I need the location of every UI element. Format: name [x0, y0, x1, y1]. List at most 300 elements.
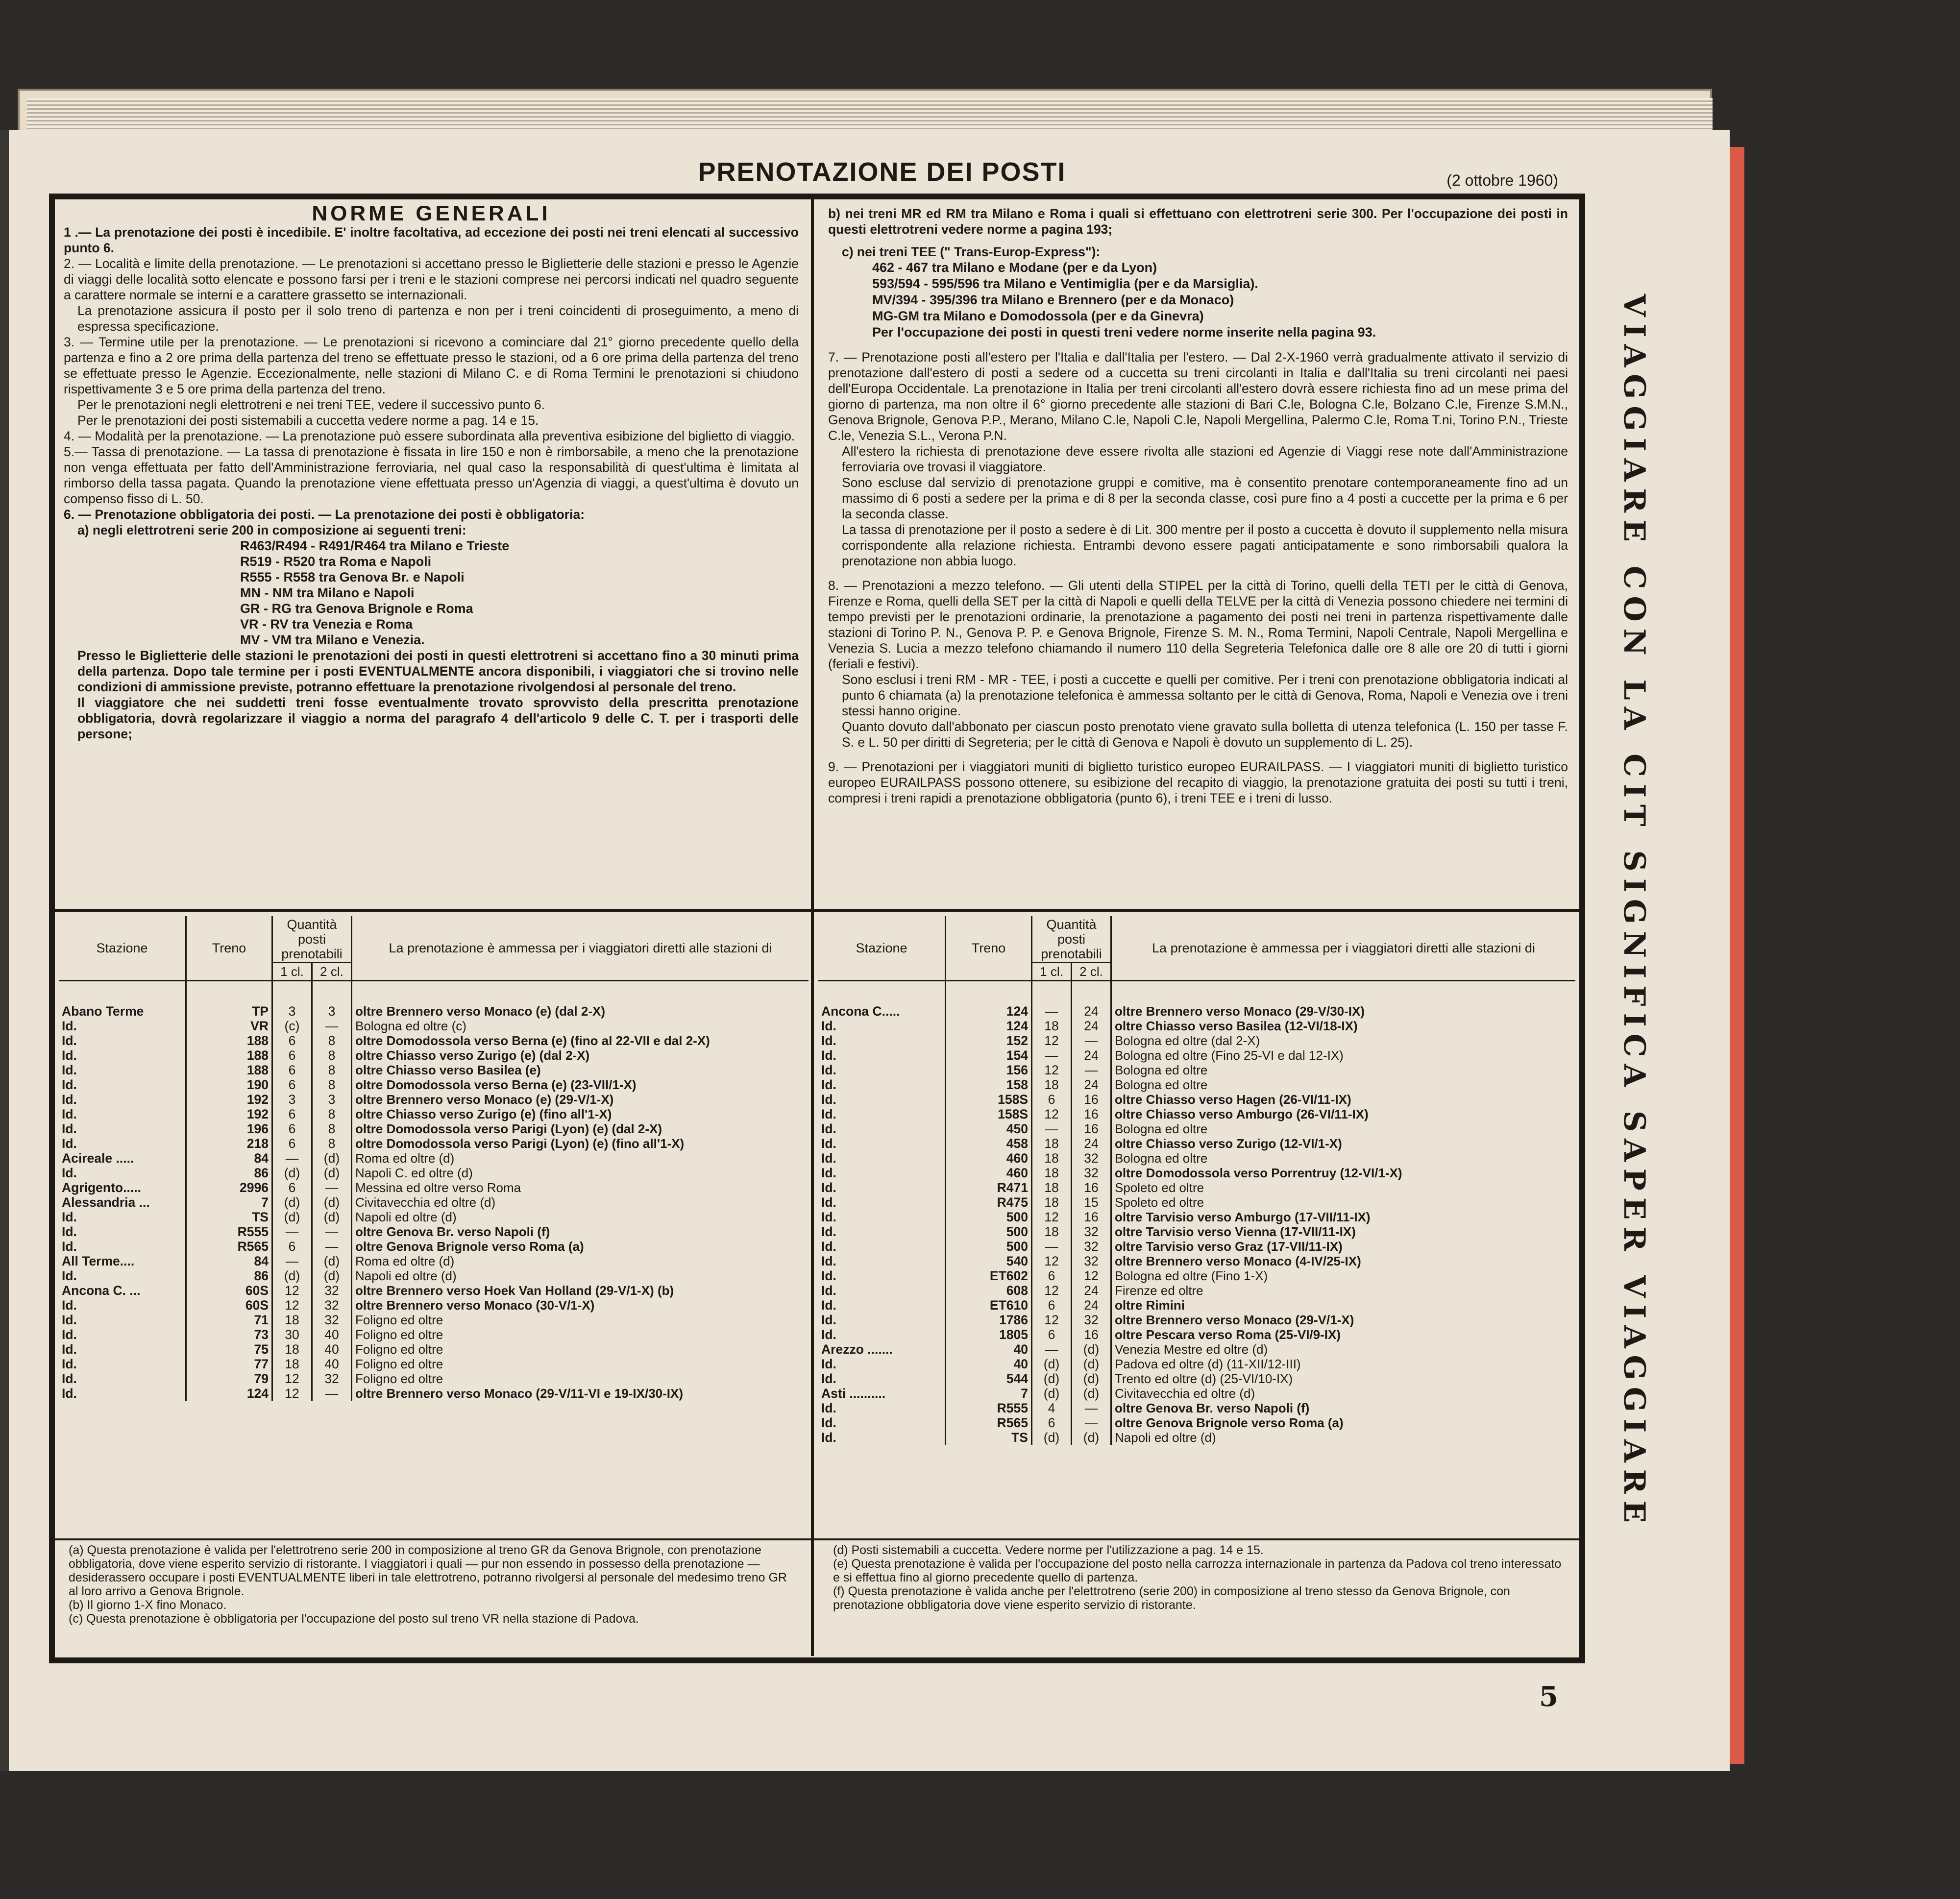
cell-station: Id.: [818, 1298, 946, 1313]
cell-station: Id.: [59, 1077, 186, 1092]
norm-6d: Il viaggiatore che nei suddetti treni fosse eventualmente trovato sprovvisto della prescritta prenotazione obbligatoria, dovrà regolarizzare il viaggio a norma del paragrafo 4 dell'articolo 9 delle C. T. per i trasporti delle persone;: [77, 695, 799, 741]
cell-station: Id.: [818, 1268, 946, 1283]
general-norms-right: [828, 206, 1568, 906]
cell-destination: Foligno ed oltre: [355, 1371, 443, 1386]
cell-train: 73: [186, 1327, 272, 1342]
cell-destination: Bologna ed oltre (Fino 25-VI e dal 12-IX): [1115, 1048, 1344, 1063]
cell-destination: oltre Domodossola verso Berna (e) (fino al 22-VII e dal 2-X): [355, 1033, 710, 1048]
cell-station: Id.: [59, 1357, 186, 1371]
cell-station: Id.: [59, 1224, 186, 1239]
table-row: [818, 1033, 1575, 1048]
cell-train: 60S: [186, 1298, 272, 1313]
table-row: [818, 1019, 1575, 1033]
cell-second-class: (d): [1072, 1386, 1111, 1401]
table-row: [818, 1342, 1575, 1357]
cell-station: Id.: [818, 1166, 946, 1180]
cell-station: Id.: [59, 1107, 186, 1121]
cell-train: 156: [946, 1063, 1032, 1077]
cell-station: Id.: [818, 1180, 946, 1195]
table-row: [818, 1298, 1575, 1313]
cell-destination: oltre Chiasso verso Amburgo (26-VI/11-IX): [1115, 1107, 1369, 1121]
cell-second-class: 24: [1072, 1048, 1111, 1063]
cell-second-class: (d): [1072, 1430, 1111, 1445]
table-row: [59, 1033, 808, 1048]
cell-train: 458: [946, 1136, 1032, 1151]
cell-second-class: 40: [312, 1342, 352, 1357]
table-row: [59, 1019, 808, 1033]
cell-train: 608: [946, 1283, 1032, 1298]
cell-train: 60S: [186, 1283, 272, 1298]
cell-train: 192: [186, 1107, 272, 1121]
cell-train: 500: [946, 1239, 1032, 1254]
col-ammessa: La prenotazione è ammessa per i viaggiatori diretti alle stazioni di: [1111, 916, 1576, 981]
cell-destination: oltre Chiasso verso Zurigo (e) (dal 2-X): [355, 1048, 590, 1063]
cell-second-class: (d): [312, 1268, 352, 1283]
cell-train: 158: [946, 1077, 1032, 1092]
cell-destination: Foligno ed oltre: [355, 1313, 443, 1327]
cell-train: R565: [186, 1239, 272, 1254]
cell-second-class: (d): [312, 1195, 352, 1210]
col-1cl: 1 cl.: [1032, 963, 1072, 981]
cell-destination: Messina ed oltre verso Roma: [355, 1180, 521, 1195]
cell-first-class: 6: [272, 1033, 312, 1048]
cell-station: Id.: [59, 1298, 186, 1313]
table-row: [818, 1121, 1575, 1136]
footnote-d: (d) Posti sistemabili a cuccetta. Vedere norme per l'utilizzazione a pag. 14 e 15.: [833, 1543, 1264, 1557]
cell-destination: oltre Genova Br. verso Napoli (f): [1115, 1401, 1310, 1415]
cell-first-class: 6: [272, 1048, 312, 1063]
norm-6: 6. — Prenotazione obbligatoria dei posti. — La prenotazione dei posti è obbligatoria:: [64, 507, 585, 522]
cell-train: 124: [946, 1019, 1032, 1033]
cell-station: Id.: [818, 1210, 946, 1224]
cell-first-class: 6: [1032, 1298, 1072, 1313]
side-slogan-strip: [1610, 294, 1659, 1715]
table-row: [818, 1268, 1575, 1283]
tee-line: 593/594 - 595/596 tra Milano e Ventimiglia (per e da Marsiglia).: [872, 276, 1258, 291]
cell-train: R555: [946, 1401, 1032, 1415]
cell-first-class: (d): [272, 1268, 312, 1283]
cell-station: All Terme....: [59, 1254, 186, 1268]
cell-first-class: 12: [272, 1371, 312, 1386]
cell-first-class: 12: [1032, 1283, 1072, 1298]
cell-first-class: 6: [272, 1136, 312, 1151]
cell-first-class: 12: [1032, 1107, 1072, 1121]
cell-station: Abano Terme: [59, 1004, 186, 1019]
cell-second-class: —: [312, 1180, 352, 1195]
cell-destination: Napoli ed oltre (d): [355, 1210, 457, 1224]
cell-second-class: 24: [1072, 1283, 1111, 1298]
cell-second-class: 24: [1072, 1019, 1111, 1033]
cell-second-class: —: [1072, 1063, 1111, 1077]
cell-train: ET602: [946, 1268, 1032, 1283]
cell-second-class: 8: [312, 1136, 352, 1151]
norm-8c: Quanto dovuto dall'abbonato per ciascun posto prenotato viene gravato sulla bolletta di utenza telefonica (L. 150 per tasse F. S. e L. 50 per diritti di Segreteria; per le città di Genova e Napoli è dovuto un supplemento di L. 25).: [842, 719, 1568, 750]
cell-station: Id.: [818, 1136, 946, 1151]
table-row: [59, 1166, 808, 1180]
table-row: [59, 1121, 808, 1136]
cell-second-class: 8: [312, 1048, 352, 1063]
cell-second-class: —: [312, 1239, 352, 1254]
cell-train: 152: [946, 1033, 1032, 1048]
cell-destination: Bologna ed oltre: [1115, 1077, 1208, 1092]
cell-first-class: 18: [1032, 1019, 1072, 1033]
cell-second-class: 32: [1072, 1313, 1111, 1327]
cell-station: Asti ..........: [818, 1386, 946, 1401]
cell-destination: oltre Genova Brignole verso Roma (a): [1115, 1415, 1344, 1430]
cell-destination: oltre Brennero verso Monaco (29-V/30-IX): [1115, 1004, 1365, 1019]
table-row: [59, 1092, 808, 1107]
norm-6c-tee: c) nei treni TEE (" Trans-Europ-Express"):: [842, 244, 1101, 259]
cell-destination: oltre Genova Brignole verso Roma (a): [355, 1239, 584, 1254]
cell-second-class: —: [1072, 1033, 1111, 1048]
cell-train: R471: [946, 1180, 1032, 1195]
cell-destination: oltre Rimini: [1115, 1298, 1185, 1313]
cell-train: 40: [946, 1357, 1032, 1371]
col-1cl: 1 cl.: [272, 963, 312, 981]
table-row: [59, 1371, 808, 1386]
cell-destination: Civitavecchia ed oltre (d): [1115, 1386, 1255, 1401]
cell-second-class: 24: [1072, 1077, 1111, 1092]
cell-first-class: 12: [1032, 1210, 1072, 1224]
cell-destination: oltre Brennero verso Monaco (29-V/1-X): [1115, 1313, 1354, 1327]
cell-train: TS: [946, 1430, 1032, 1445]
reservation-table-right: [818, 916, 1575, 1536]
cell-destination: Bologna ed oltre: [1115, 1151, 1208, 1166]
tee-line: 462 - 467 tra Milano e Modane (per e da Lyon): [872, 260, 1157, 275]
cell-second-class: 8: [312, 1063, 352, 1077]
mandatory-trains-list: [64, 538, 799, 648]
cell-station: Ancona C. ...: [59, 1283, 186, 1298]
norm-2b: La prenotazione assicura il posto per il solo treno di partenza e non per i treni coincidenti di proseguimento, a meno di espressa specificazione.: [77, 303, 799, 334]
cell-first-class: —: [272, 1151, 312, 1166]
cell-destination: oltre Chiasso verso Basilea (e): [355, 1063, 541, 1077]
cell-destination: Bologna ed oltre (c): [355, 1019, 466, 1033]
cell-station: Id.: [59, 1371, 186, 1386]
cell-train: 71: [186, 1313, 272, 1327]
cell-second-class: (d): [1072, 1371, 1111, 1386]
cell-train: 500: [946, 1224, 1032, 1239]
cell-first-class: 18: [1032, 1136, 1072, 1151]
table-row: [59, 1107, 808, 1121]
cell-station: Id.: [59, 1313, 186, 1327]
cell-destination: oltre Brennero verso Monaco (e) (29-V/1-X): [355, 1092, 614, 1107]
cell-destination: oltre Genova Br. verso Napoli (f): [355, 1224, 550, 1239]
col-stazione: Stazione: [818, 916, 946, 981]
cell-destination: Spoleto ed oltre: [1115, 1180, 1204, 1195]
cell-first-class: 6: [1032, 1092, 1072, 1107]
norm-8: 8. — Prenotazioni a mezzo telefono. — Gli utenti della STIPEL per la città di Torino, quelli della TETI per le città di Genova, Firenze e Roma, quelli della SET per la città di Napoli e quelli della TELVE per la città di Venezia possono chiedere nei termini di tempo previsti per le prenotazioni ordinarie, la prenotazione a pagamento dei posti nei treni in partenza rispettivamente dalle stazioni di Torino P. N., Genova P. P. e Genova Brignole, Firenze S. M. N., Roma Termini, Napoli Centrale, Napoli Mergellina e Venezia S. Lucia a mezzo telefono chiamando il numero 110 della Segreteria Telefonica dalle ore 8 alle ore 20 di tutti i giorni (feriali e festivi).: [828, 578, 1568, 671]
norm-8b: Sono esclusi i treni RM - MR - TEE, i posti a cuccette e quelli per comitive. Per i treni con prenotazione obbligatoria indicati al punto 6 chiamata (a) la prenotazione telefonica è ammessa soltanto per le città di Genova, Roma, Napoli e Venezia ove i treni stessi hanno origine.: [842, 672, 1568, 718]
norm-3c: Per le prenotazioni dei posti sistemabili a cuccetta vedere norme a pag. 14 e 15.: [77, 413, 539, 428]
cell-station: Alessandria ...: [59, 1195, 186, 1210]
col-treno: Treno: [946, 916, 1032, 981]
norm-7b: All'estero la richiesta di prenotazione deve essere rivolta alle stazioni ed Agenzie di Viaggi rese note dall'Amministrazione ferroviaria ove trovasi il viaggiatore.: [842, 444, 1568, 474]
cell-train: 450: [946, 1121, 1032, 1136]
cell-station: Acireale .....: [59, 1151, 186, 1166]
cell-train: 86: [186, 1268, 272, 1283]
cell-destination: Spoleto ed oltre: [1115, 1195, 1204, 1210]
cell-first-class: —: [272, 1224, 312, 1239]
col-treno: Treno: [186, 916, 272, 981]
train-line: MV - VM tra Milano e Venezia.: [240, 633, 425, 647]
col-quantita: Quantità posti prenotabili: [1032, 916, 1111, 963]
table-row: [59, 1210, 808, 1224]
cell-second-class: 16: [1072, 1327, 1111, 1342]
cell-train: 77: [186, 1357, 272, 1371]
norm-3b: Per le prenotazioni negli elettrotreni e nei treni TEE, vedere il successivo punto 6.: [77, 397, 545, 412]
norm-6c: Presso le Biglietterie delle stazioni le prenotazioni dei posti in questi elettrotreni si accettano fino a 30 minuti prima della partenza. Dopo tale termine per i posti EVENTUALMENTE ancora disponibili, i viaggiatori che si trovino nelle condizioni di ammissione previste, potranno effettuare la prenotazione rivolgendosi al personale del treno.: [77, 648, 799, 694]
section-divider: [55, 909, 1579, 912]
table-row: [59, 1077, 808, 1092]
cell-destination: Napoli C. ed oltre (d): [355, 1166, 473, 1180]
cell-destination: oltre Brennero verso Monaco (29-V/11-VI e 19-IX/30-IX): [355, 1386, 684, 1401]
cell-station: Id.: [818, 1151, 946, 1166]
cell-station: Id.: [59, 1327, 186, 1342]
table-left: [59, 916, 808, 1401]
cell-station: Id.: [818, 1195, 946, 1210]
cell-train: R565: [946, 1415, 1032, 1430]
cell-first-class: 6: [1032, 1415, 1072, 1430]
table-row: [59, 1195, 808, 1210]
table-row: [818, 1283, 1575, 1298]
cell-station: Agrigento.....: [59, 1180, 186, 1195]
table-right: [818, 916, 1575, 1445]
cell-train: 7: [946, 1386, 1032, 1401]
cell-second-class: —: [312, 1386, 352, 1401]
table-row: [59, 1180, 808, 1195]
train-line: R463/R494 - R491/R464 tra Milano e Trieste: [240, 538, 510, 553]
cell-second-class: 32: [312, 1298, 352, 1313]
cell-train: 544: [946, 1371, 1032, 1386]
cell-first-class: 6: [272, 1180, 312, 1195]
table-row: [818, 1195, 1575, 1210]
norm-5: 5.— Tassa di prenotazione. — La tassa di prenotazione è fissata in lire 150 e non è rimborsabile, a meno che la prenotazione non venga effettuata per fatto dell'Amministrazione ferroviaria, nel qual caso la responsabilità di quest'ultima è limitata al rimborso della tassa pagata. Quando la prenotazione viene effettuata presso un'Agenzia di viaggi, a quest'ultima è dovuto un compenso fisso di L. 50.: [64, 444, 799, 506]
cell-station: Id.: [818, 1033, 946, 1048]
cell-second-class: 8: [312, 1033, 352, 1048]
cell-destination: Napoli ed oltre (d): [355, 1268, 457, 1283]
page-date: (2 ottobre 1960): [1446, 171, 1558, 189]
reservation-table-left: [59, 916, 808, 1536]
cell-first-class: 12: [1032, 1313, 1072, 1327]
cell-destination: oltre Pescara verso Roma (25-VI/9-IX): [1115, 1327, 1341, 1342]
footnote-f: (f) Questa prenotazione è valida anche per l'elettrotreno (serie 200) in composizione al treno stesso da Genova Brignole, con prenotazione obbligatoria dove viene esperito servizio di ristorante.: [833, 1584, 1510, 1612]
cell-second-class: (d): [312, 1166, 352, 1180]
cell-train: 84: [186, 1151, 272, 1166]
cell-station: Id.: [59, 1063, 186, 1077]
cell-first-class: 30: [272, 1327, 312, 1342]
cell-first-class: —: [1032, 1121, 1072, 1136]
cell-first-class: (d): [1032, 1357, 1072, 1371]
cell-first-class: 6: [272, 1239, 312, 1254]
cell-train: 84: [186, 1254, 272, 1268]
cell-destination: oltre Brennero verso Monaco (30-V/1-X): [355, 1298, 595, 1313]
table-row: [59, 1357, 808, 1371]
cell-station: Id.: [818, 1430, 946, 1445]
cell-first-class: (d): [1032, 1386, 1072, 1401]
table-row: [818, 1063, 1575, 1077]
cell-first-class: 18: [272, 1342, 312, 1357]
cell-station: Id.: [59, 1048, 186, 1063]
footnotes-left: [69, 1543, 799, 1661]
cell-station: Id.: [59, 1121, 186, 1136]
cell-first-class: (d): [272, 1195, 312, 1210]
train-line: R519 - R520 tra Roma e Napoli: [240, 554, 432, 569]
table-row: [818, 1386, 1575, 1401]
table-row: [818, 1224, 1575, 1239]
footnote-b: (b) Il giorno 1-X fino Monaco.: [69, 1598, 227, 1612]
table-row: [818, 1048, 1575, 1063]
cell-destination: oltre Brennero verso Hoek Van Holland (29-V/1-X) (b): [355, 1283, 674, 1298]
cell-destination: oltre Tarvisio verso Amburgo (17-VII/11-IX): [1115, 1210, 1371, 1224]
table-row: [59, 1327, 808, 1342]
cell-train: 1786: [946, 1313, 1032, 1327]
cell-destination: oltre Chiasso verso Basilea (12-VI/18-IX): [1115, 1019, 1358, 1033]
table-row: [818, 1107, 1575, 1121]
cell-destination: oltre Domodossola verso Berna (e) (23-VII/1-X): [355, 1077, 637, 1092]
cell-station: Id.: [59, 1092, 186, 1107]
cell-second-class: 32: [1072, 1151, 1111, 1166]
cell-station: Id.: [818, 1092, 946, 1107]
cell-station: Id.: [818, 1357, 946, 1371]
table-row: [818, 1136, 1575, 1151]
cell-second-class: 32: [1072, 1254, 1111, 1268]
cell-second-class: 24: [1072, 1004, 1111, 1019]
table-row: [59, 1004, 808, 1019]
norms-heading: NORME GENERALI: [312, 206, 551, 225]
cell-second-class: 32: [1072, 1224, 1111, 1239]
cell-second-class: 16: [1072, 1107, 1111, 1121]
norm-1: 1 .— La prenotazione dei posti è incedibile. E' inoltre facoltativa, ad eccezione dei posti nei treni elencati al successivo punto 6.: [64, 225, 799, 255]
col-2cl: 2 cl.: [312, 963, 352, 981]
cell-destination: oltre Brennero verso Monaco (4-IV/25-IX): [1115, 1254, 1361, 1268]
cell-destination: oltre Chiasso verso Zurigo (e) (fino all'1-X): [355, 1107, 612, 1121]
table-row: [818, 1313, 1575, 1327]
column-divider: [811, 198, 814, 1656]
cell-station: Id.: [818, 1401, 946, 1415]
table-row: [818, 1239, 1575, 1254]
cell-train: 124: [946, 1004, 1032, 1019]
col-2cl: 2 cl.: [1072, 963, 1111, 981]
cell-first-class: 18: [272, 1357, 312, 1371]
cell-first-class: (d): [272, 1166, 312, 1180]
cell-train: 7: [186, 1195, 272, 1210]
cell-station: Id.: [59, 1210, 186, 1224]
cell-destination: Firenze ed oltre: [1115, 1283, 1203, 1298]
col-quantita: Quantità posti prenotabili: [272, 916, 352, 963]
cell-destination: oltre Chiasso verso Hagen (26-VI/11-IX): [1115, 1092, 1351, 1107]
tee-note: Per l'occupazione dei posti in questi treni vedere norme inserite nella pagina 93.: [872, 325, 1376, 340]
cell-second-class: (d): [312, 1151, 352, 1166]
cell-first-class: 4: [1032, 1401, 1072, 1415]
cell-train: R555: [186, 1224, 272, 1239]
cell-train: 75: [186, 1342, 272, 1357]
cell-first-class: 12: [272, 1283, 312, 1298]
cell-train: 158S: [946, 1092, 1032, 1107]
cell-second-class: (d): [1072, 1357, 1111, 1371]
cell-train: 188: [186, 1033, 272, 1048]
cell-station: Id.: [59, 1136, 186, 1151]
table-row: [59, 1136, 808, 1151]
cell-destination: oltre Domodossola verso Parigi (Lyon) (e) (dal 2-X): [355, 1121, 662, 1136]
table-row: [59, 1063, 808, 1077]
table-row: [59, 1386, 808, 1401]
cell-train: R475: [946, 1195, 1032, 1210]
table-right-body: [818, 981, 1575, 1445]
footnotes-right: [833, 1543, 1568, 1661]
cell-first-class: 18: [272, 1313, 312, 1327]
footnote-c: (c) Questa prenotazione è obbligatoria per l'occupazione del posto sul treno VR nella stazione di Padova.: [69, 1612, 639, 1626]
cell-second-class: 16: [1072, 1092, 1111, 1107]
norm-7d: La tassa di prenotazione per il posto a sedere è di Lit. 300 mentre per il posto a cuccetta è dovuto il supplemento nella misura corrispondente alla relazione richiesta. Entrambi devono essere pagati anticipatamente e sono rimborsabili qualora la prenotazione non abbia luogo.: [842, 522, 1568, 568]
cell-first-class: 3: [272, 1004, 312, 1019]
cell-destination: oltre Tarvisio verso Vienna (17-VII/11-IX): [1115, 1224, 1356, 1239]
cell-train: 40: [946, 1342, 1032, 1357]
cell-first-class: —: [1032, 1004, 1072, 1019]
cell-destination: Roma ed oltre (d): [355, 1254, 455, 1268]
cell-train: 188: [186, 1063, 272, 1077]
cell-second-class: 16: [1072, 1210, 1111, 1224]
cell-destination: Venezia Mestre ed oltre (d): [1115, 1342, 1268, 1357]
col-ammessa: La prenotazione è ammessa per i viaggiatori diretti alle stazioni di: [352, 916, 809, 981]
train-line: MN - NM tra Milano e Napoli: [240, 585, 415, 600]
table-row: [818, 1415, 1575, 1430]
cell-first-class: —: [1032, 1239, 1072, 1254]
cell-second-class: (d): [312, 1254, 352, 1268]
cell-first-class: 3: [272, 1092, 312, 1107]
cell-second-class: 16: [1072, 1180, 1111, 1195]
cell-station: Id.: [818, 1063, 946, 1077]
table-row: [818, 1401, 1575, 1415]
cell-second-class: 12: [1072, 1268, 1111, 1283]
cell-second-class: 3: [312, 1004, 352, 1019]
page-title: PRENOTAZIONE DEI POSTI: [698, 157, 1066, 187]
table-spacer-row: [818, 981, 1575, 1004]
cell-first-class: 6: [1032, 1268, 1072, 1283]
cell-second-class: 32: [312, 1283, 352, 1298]
cell-destination: oltre Tarvisio verso Graz (17-VII/11-IX): [1115, 1239, 1343, 1254]
train-line: VR - RV tra Venezia e Roma: [240, 617, 413, 632]
cell-station: Id.: [818, 1415, 946, 1430]
cell-train: 540: [946, 1254, 1032, 1268]
footnote-divider: [55, 1538, 1579, 1540]
footnote-e: (e) Questa prenotazione è valida per l'occupazione del posto nella carrozza internazionale in partenza da Padova col treno interessato e si effettua fino al giorno precedente quello di partenza.: [833, 1557, 1562, 1584]
cell-first-class: 6: [272, 1063, 312, 1077]
cell-station: Id.: [818, 1327, 946, 1342]
table-row: [59, 1048, 808, 1063]
cell-second-class: 40: [312, 1327, 352, 1342]
cell-destination: Trento ed oltre (d) (25-VI/10-IX): [1115, 1371, 1293, 1386]
table-row: [818, 1077, 1575, 1092]
cell-station: Id.: [818, 1371, 946, 1386]
cell-station: Id.: [818, 1077, 946, 1092]
cell-first-class: 6: [272, 1121, 312, 1136]
cell-destination: oltre Brennero verso Monaco (e) (dal 2-X): [355, 1004, 605, 1019]
cell-destination: Roma ed oltre (d): [355, 1151, 455, 1166]
norm-9: 9. — Prenotazioni per i viaggiatori muniti di biglietto turistico europeo EURAILPASS. — I viaggiatori muniti di biglietto turistico europeo EURAILPASS possono ottenere, su esibizione del recapito di viaggio, la prenotazione gratuita dei posti su tutti i treni, compresi i treni rapidi a prenotazione obbligatoria (punto 6), i treni TEE e i treni di lusso.: [828, 759, 1568, 805]
cell-destination: Bologna ed oltre (Fino 1-X): [1115, 1268, 1268, 1283]
general-norms-left: [64, 206, 799, 906]
norm-7: 7. — Prenotazione posti all'estero per l'Italia e dall'Italia per l'estero. — Dal 2-X-1960 verrà gradualmente attivato il servizio di prenotazione dall'estero di posti a sedere od a cuccetta su treni circolanti in Italia e dall'Italia su treni circolanti nei paesi dell'Europa Occidentale. La prenotazione in Italia per treni circolanti all'estero dovrà essere richiesta fino ad un mese prima del giorno di partenza, ma non oltre il 6° giorno precedente alle stazioni di Bari C.le, Bologna C.le, Bolzano C.le, Firenze S.M.N., Genova Brignole, Genova P.P., Merano, Milano C.le, Napoli C.le, Napoli Mergellina, Palermo C.le, Roma T.ni, Torino P.N., Trieste C.le, Venezia S.L., Verona P.N.: [828, 350, 1568, 443]
cell-station: Id.: [818, 1019, 946, 1033]
cell-station: Id.: [59, 1268, 186, 1283]
cell-train: 86: [186, 1166, 272, 1180]
table-row: [818, 1371, 1575, 1386]
cell-train: 190: [186, 1077, 272, 1092]
table-row: [59, 1342, 808, 1357]
cell-first-class: 18: [1032, 1180, 1072, 1195]
cell-destination: Foligno ed oltre: [355, 1327, 443, 1342]
table-row: [818, 1092, 1575, 1107]
